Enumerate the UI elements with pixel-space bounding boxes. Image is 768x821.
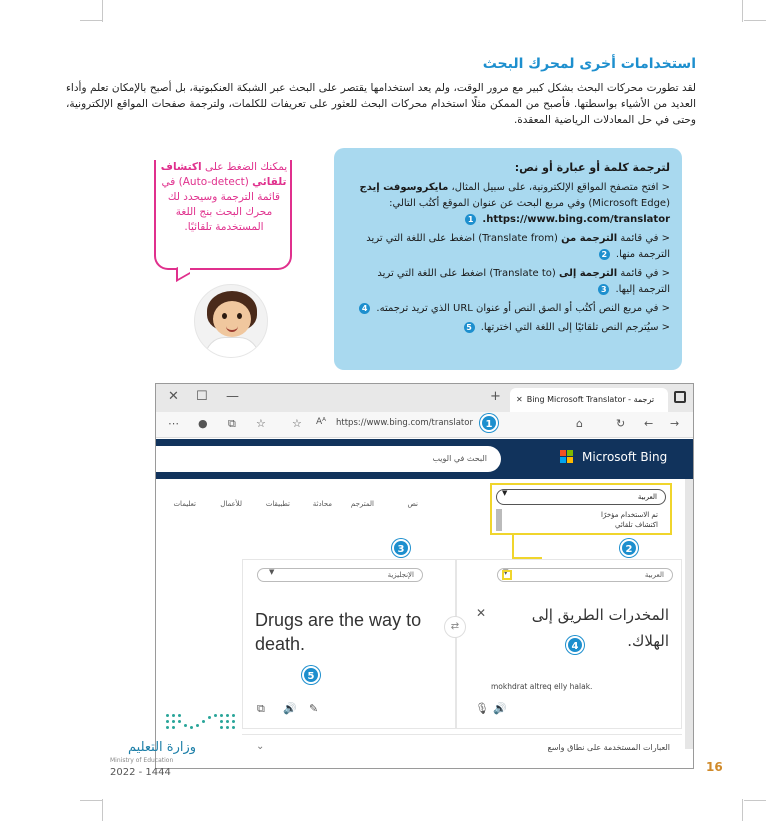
tab-bar bbox=[156, 384, 694, 412]
target-language-select[interactable]: الإنجليزية bbox=[257, 568, 423, 582]
collections-icon[interactable]: ⧉ bbox=[228, 417, 236, 430]
source-text[interactable]: المخدرات الطريق إلى الهلاك. bbox=[531, 606, 669, 650]
step-1-post: (Microsoft Edge) وفي مربع البحث عن عنوان الموقع أكتُب التالي: bbox=[389, 198, 670, 209]
tip-text-bold: اكتشاف تلقائي bbox=[160, 161, 287, 188]
nav-business[interactable]: للأعمال bbox=[220, 500, 242, 508]
edition-year: 2022 - 1444 bbox=[110, 767, 171, 778]
step-1 bbox=[344, 180, 670, 228]
step-2-pre: < في قائمة bbox=[617, 233, 670, 244]
highlight-box bbox=[502, 570, 512, 580]
common-phrases-row[interactable] bbox=[242, 734, 682, 760]
source-language-select[interactable]: العربية bbox=[497, 568, 673, 582]
refresh-icon[interactable]: ↻ bbox=[616, 417, 626, 430]
step-2-post: (Translate from) اضغط على اللغة التي تريد الترجمة منها. bbox=[366, 233, 670, 260]
marker-5: 5 bbox=[302, 666, 320, 684]
microphone-icon[interactable]: 🎙 bbox=[475, 702, 489, 715]
speaker-icon[interactable]: 🔊 bbox=[283, 702, 297, 715]
common-phrases-label: العبارات المستخدمة على نطاق واسع bbox=[547, 743, 670, 752]
section-title: استخدامات أخرى لمحرك البحث bbox=[482, 56, 696, 72]
intro-paragraph: لقد تطورت محركات البحث بشكل كبير مع مرور الوقت، ولم يعد استخدامها يقتصر على البحث عبر الشبكة العنكبوتية، بل أصبح بالإمكان تعلم وأداء العديد من الأشياء بواسطتها. فأصبح من الممكن مثلًا استخدام محركات البحث للعثور على تعريفات للكلمات، ولترجمة صفحات المواقع الإلكترونية، وحتى في حل المعادلات الرياضية المعقدة. bbox=[66, 82, 696, 126]
from-language-select[interactable]: العربية bbox=[496, 489, 666, 505]
target-panel bbox=[242, 559, 456, 729]
chevron-down-icon: ▼ bbox=[502, 489, 508, 497]
page-number: 16 bbox=[706, 760, 723, 774]
chevron-down-icon: ▼ bbox=[503, 568, 509, 576]
tab-bing-translator[interactable] bbox=[510, 388, 668, 412]
back-icon[interactable]: → bbox=[670, 417, 680, 430]
translator-nav bbox=[156, 500, 496, 516]
chevron-down-icon[interactable]: ⌄ bbox=[256, 741, 265, 752]
nav-text[interactable]: نص bbox=[407, 500, 418, 508]
read-aloud-icon[interactable]: Aᴬ bbox=[316, 417, 327, 427]
bing-logo-icon bbox=[560, 450, 574, 464]
maximize-icon[interactable]: ☐ bbox=[196, 389, 208, 404]
crop-mark bbox=[744, 800, 766, 801]
web-search-input[interactable]: البحث في الويب bbox=[156, 446, 501, 472]
tip-text-pre: يمكنك الضغط على bbox=[201, 161, 288, 173]
step-5 bbox=[344, 320, 670, 336]
option-recently-used[interactable]: تم الاستخدام مؤخرًا bbox=[601, 511, 658, 519]
tab-close-icon[interactable]: ✕ bbox=[516, 395, 523, 404]
ministry-name-en: Ministry of Education bbox=[110, 757, 174, 764]
nav-help[interactable]: تعليمات bbox=[173, 500, 196, 508]
dropdown-scrollbar[interactable] bbox=[496, 509, 502, 531]
add-favorite-icon[interactable]: ☆ bbox=[292, 417, 302, 430]
step-number-4: 4 bbox=[359, 303, 370, 314]
ministry-logo bbox=[110, 704, 260, 784]
tab-actions-icon[interactable] bbox=[674, 391, 686, 403]
swap-languages-icon[interactable]: ⇄ bbox=[444, 616, 466, 638]
bing-brand: Microsoft Bing bbox=[582, 450, 668, 464]
ministry-name-ar: وزارة التعليم bbox=[128, 740, 197, 755]
step-1-bold: مايكروسوفت إيدج bbox=[359, 182, 449, 193]
tip-text bbox=[160, 160, 288, 235]
tab-title: Bing Microsoft Translator - ترجمة bbox=[526, 395, 655, 404]
lock-icon: ⌂ bbox=[576, 417, 583, 430]
from-language-dropdown[interactable] bbox=[490, 483, 672, 535]
step-2-bold: الترجمة من bbox=[561, 233, 618, 244]
speaker-icon[interactable]: 🔊 bbox=[493, 702, 507, 715]
crop-mark bbox=[744, 20, 766, 21]
step-3-bold: الترجمة إلى bbox=[558, 268, 618, 279]
step-2 bbox=[344, 231, 670, 263]
step-5-text: < سيُترجم النص تلقائيًا إلى اللغة التي اخترتها. bbox=[480, 322, 670, 333]
step-4-text: < في مربع النص أكتُب أو الصق النص أو عنوان URL الذي تريد ترجمته. bbox=[376, 303, 670, 314]
step-number-5: 5 bbox=[464, 322, 475, 333]
crop-mark bbox=[742, 0, 743, 22]
step-3-post: (Translate to) اضغط على اللغة التي تريد الترجمة إليها. bbox=[377, 268, 670, 295]
step-4 bbox=[344, 301, 670, 317]
step-number-1: 1 bbox=[465, 214, 476, 225]
close-window-icon[interactable]: ✕ bbox=[168, 389, 179, 404]
marker-2: 2 bbox=[620, 539, 638, 557]
marker-3: 3 bbox=[392, 539, 410, 557]
edit-icon[interactable]: ✎ bbox=[309, 702, 319, 715]
chevron-down-icon: ▼ bbox=[269, 568, 275, 576]
crop-mark bbox=[80, 20, 102, 21]
marker-4: 4 bbox=[566, 636, 584, 654]
translated-text: Drugs are the way to death. bbox=[255, 610, 422, 654]
new-tab-icon[interactable]: + bbox=[490, 389, 501, 404]
bing-header bbox=[156, 439, 694, 479]
marker-1: 1 bbox=[480, 414, 498, 432]
address-bar bbox=[156, 412, 694, 438]
steps-title: لترجمة كلمة أو عبارة أو نص: bbox=[514, 161, 670, 174]
crop-mark bbox=[80, 800, 102, 801]
transliteration: mokhdrat altreq elly halak. bbox=[491, 682, 593, 691]
student-avatar bbox=[194, 284, 268, 358]
step-3-pre: < في قائمة bbox=[617, 268, 670, 279]
step-number-2: 2 bbox=[599, 249, 610, 260]
option-auto-detect[interactable]: اكتشاف تلقائي bbox=[615, 521, 658, 529]
step-1-pre: < افتح متصفح المواقع الإلكترونية، على سبيل المثال، bbox=[448, 182, 670, 193]
crop-mark bbox=[102, 0, 103, 22]
step-1-url: .https://www.bing.com/translator bbox=[482, 214, 670, 225]
pointer-line bbox=[512, 535, 542, 559]
more-icon[interactable]: ⋯ bbox=[168, 417, 179, 430]
nav-translator[interactable]: المترجم bbox=[350, 500, 374, 508]
profile-icon[interactable]: ● bbox=[198, 417, 208, 430]
minimize-icon[interactable]: — bbox=[226, 389, 239, 404]
crop-mark bbox=[742, 799, 743, 821]
step-3 bbox=[344, 266, 670, 298]
step-number-3: 3 bbox=[598, 284, 609, 295]
url-field[interactable]: https://www.bing.com/translator bbox=[336, 418, 473, 428]
crop-mark bbox=[102, 799, 103, 821]
copy-icon[interactable]: ⧉ bbox=[257, 702, 265, 715]
clear-text-icon[interactable]: ✕ bbox=[476, 606, 487, 620]
forward-icon[interactable]: ← bbox=[644, 417, 654, 430]
nav-conversation[interactable]: محادثة bbox=[312, 500, 332, 508]
favorites-icon[interactable]: ☆ bbox=[256, 417, 266, 430]
nav-apps[interactable]: تطبيقات bbox=[265, 500, 290, 508]
tip-text-post: (Auto-detect) في قائمة الترجمة وسيحدد لك محرك البحث بنج اللغة المستخدمة تلقائيًا. bbox=[161, 176, 281, 233]
steps-box bbox=[334, 148, 682, 370]
logo-dots bbox=[166, 708, 240, 734]
page-scrollbar[interactable] bbox=[685, 479, 693, 749]
